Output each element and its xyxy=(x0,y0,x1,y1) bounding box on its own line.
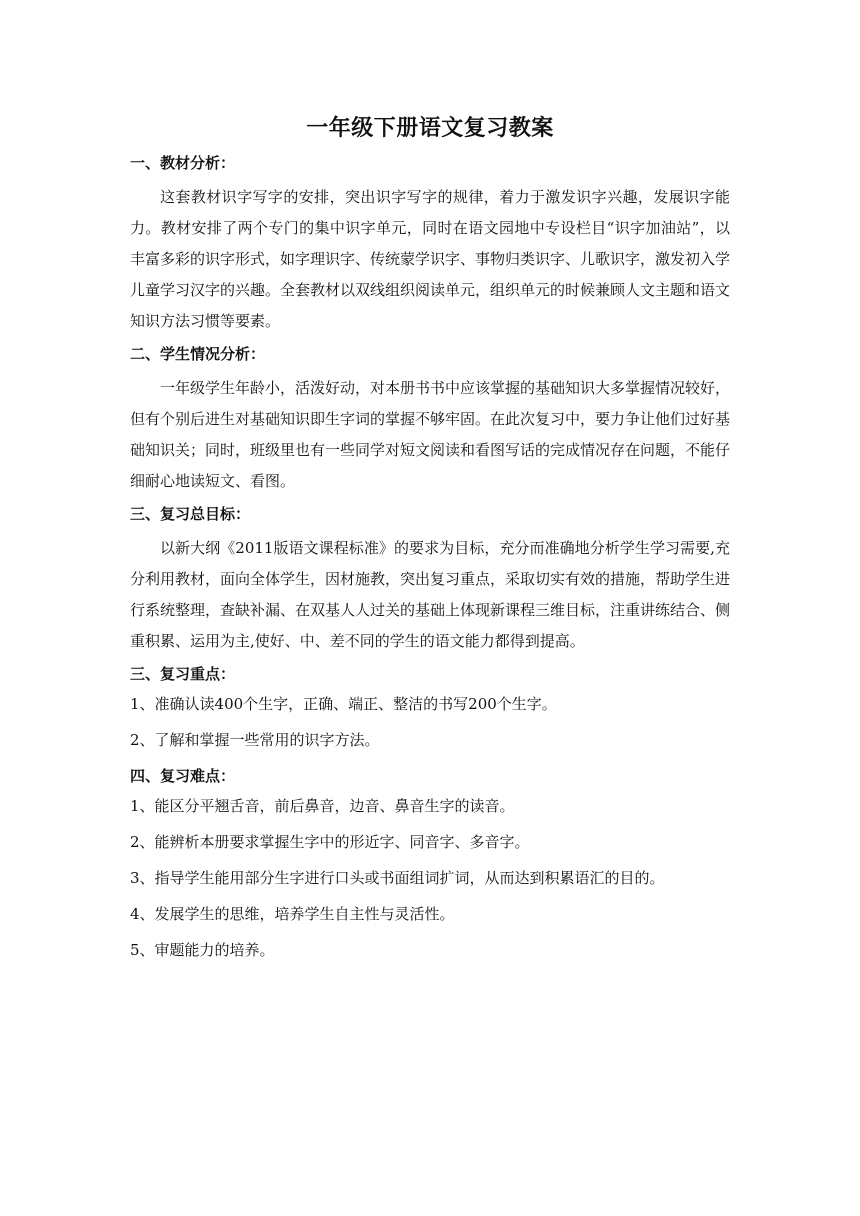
list-item: 1、能区分平翘舌音，前后鼻音，边音、鼻音生字的读音。 xyxy=(130,797,515,815)
section-heading-difficulties: 四、复习难点： xyxy=(130,767,236,785)
list-item: 2、了解和掌握一些常用的识字方法。 xyxy=(130,731,380,749)
list-item: 3、指导学生能用部分生字进行口头或书面组词扩词，从而达到积累语汇的目的。 xyxy=(130,869,665,887)
section-heading-overall-goal: 三、复习总目标： xyxy=(130,505,251,523)
section-paragraph-overall-goal: 以新大纲《2011版语文课程标准》的要求为目标，充分而准确地分析学生学习需要,充分利用教材，面向全体学生，因材施教，突出复习重点，采取切实有效的措施，帮助学生进行系统整理，查缺补漏、在双基人人过关的基础上体现新课程三维目标，注重讲练结合、侧重积累、运用为主,使好、中、差不同的学生的语文能力都得到提高。 xyxy=(130,539,731,650)
document-body xyxy=(130,112,730,975)
section-heading-textbook-analysis: 一、教材分析： xyxy=(130,154,236,172)
document-title: 一年级下册语文复习教案 xyxy=(306,116,554,141)
section-heading-key-points: 三、复习重点： xyxy=(130,665,236,683)
list-item: 4、发展学生的思维，培养学生自主性与灵活性。 xyxy=(130,905,455,923)
section-paragraph-student-analysis: 一年级学生年龄小，活泼好动，对本册书书中应该掌握的基础知识大多掌握情况较好，但有个别后进生对基础知识即生字词的掌握不够牢固。在此次复习中，要力争让他们过好基础知识关；同时，班级里也有一些同学对短文阅读和看图写话的完成情况存在问题，不能仔细耐心地读短文、看图。 xyxy=(130,379,731,490)
list-item: 5、审题能力的培养。 xyxy=(130,941,275,959)
section-heading-student-analysis: 二、学生情况分析： xyxy=(130,345,266,363)
section-paragraph-textbook-analysis: 这套教材识字写字的安排，突出识字写字的规律，着力于激发识字兴趣，发展识字能力。教材安排了两个专门的集中识字单元，同时在语文园地中专设栏目“识字加油站”，以丰富多彩的识字形式，如字理识字、传统蒙学识字、事物归类识字、儿歌识字，激发初入学儿童学习汉字的兴趣。全套教材以双线组织阅读单元，组织单元的时候兼顾人文主题和语文知识方法习惯等要素。 xyxy=(130,188,731,330)
list-item: 1、准确认读400个生字，正确、端正、整洁的书写200个生字。 xyxy=(130,695,557,713)
list-item: 2、能辨析本册要求掌握生字中的形近字、同音字、多音字。 xyxy=(130,833,530,851)
